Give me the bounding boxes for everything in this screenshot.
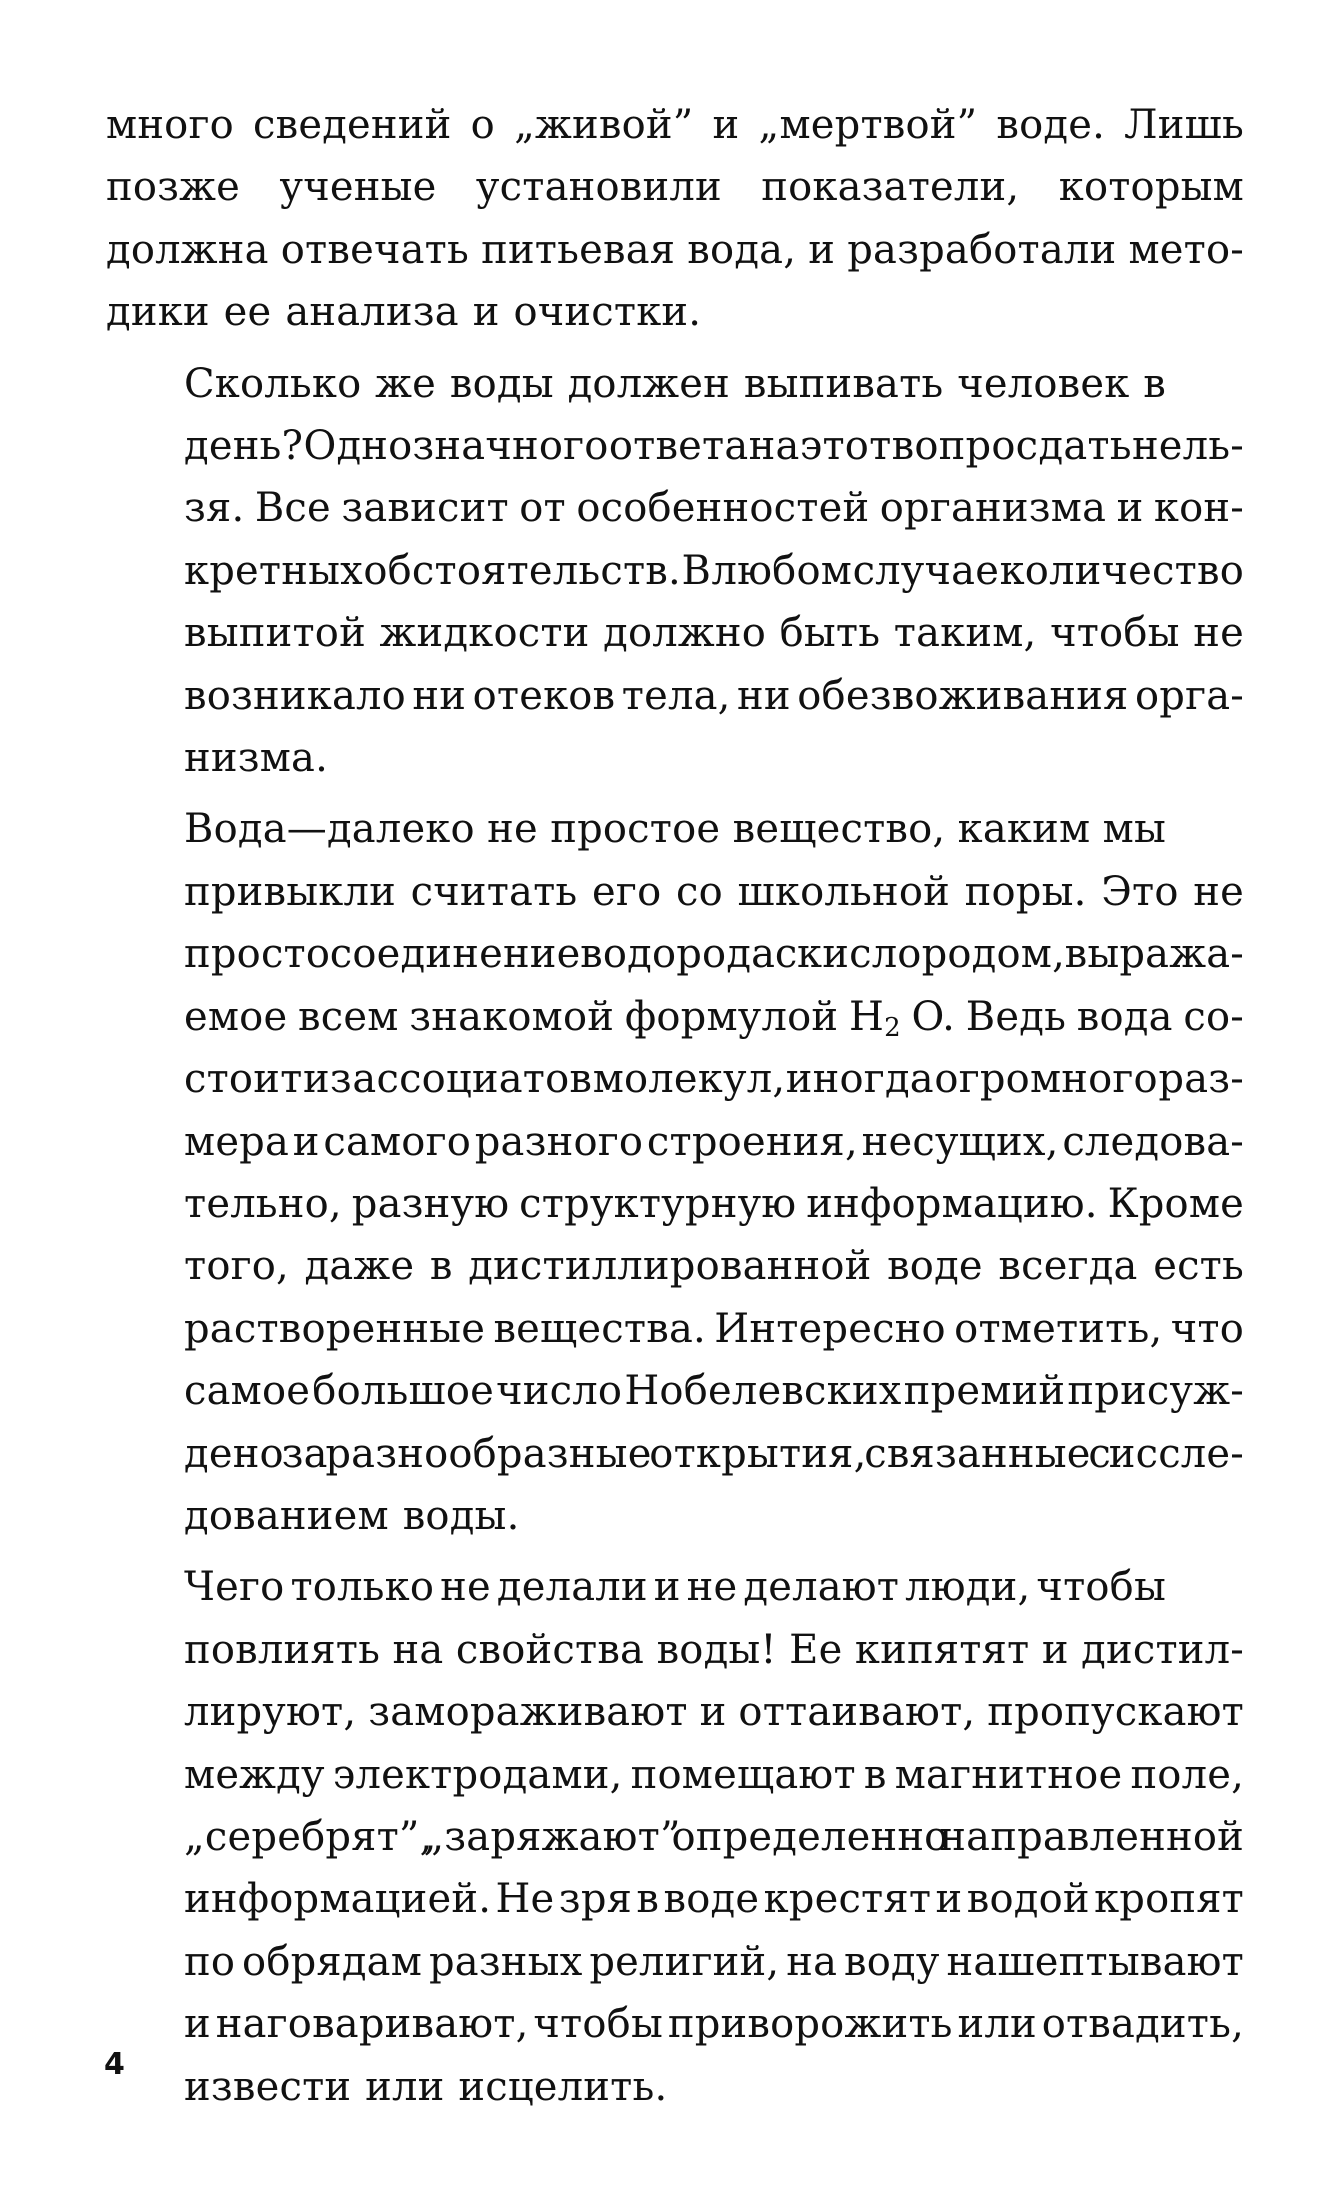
text-line: между электродами, помещают в магнитное поле, [184, 1751, 1244, 1798]
text-line: того, даже в дистиллированной воде всегда есть [184, 1243, 1244, 1290]
text-line: извести или исцелить. [184, 2063, 668, 2110]
text-line: должна отвечать питьевая вода, и разработали мето- [106, 226, 1244, 273]
text-line: Чего только не делали и не делают люди, чтобы [184, 1564, 1166, 1611]
text-line: возникало ни отеков тела, ни обезвоживания орга- [184, 672, 1244, 719]
text-line: низма. [184, 735, 329, 782]
text-line: дики ее анализа и очистки. [106, 289, 702, 336]
text-line: „серебрят”, „заряжают” определенно направленной [184, 1813, 1244, 1860]
formula-prefix: емое всем знакомой формулой H [184, 993, 885, 1040]
text-line: стоит из ассоциатов молекул, иногда огромного раз- [184, 1056, 1244, 1103]
text-line: дено за разнообразные открытия, связанные с иссле- [184, 1430, 1244, 1477]
text-line: Сколько же воды должен выпивать человек в [184, 360, 1166, 407]
text-line: привыкли считать его со школьной поры. Это не [184, 868, 1244, 915]
text-line: тельно, разную структурную информацию. Кроме [184, 1180, 1244, 1227]
formula-tail: O. Ведь вода со- [911, 993, 1244, 1040]
text-line: выпитой жидкости должно быть таким, чтобы не [184, 610, 1244, 657]
text-line: лируют, замораживают и оттаивают, пропускают [184, 1689, 1244, 1736]
text-line: самое большое число Нобелевских премий присуж- [184, 1368, 1244, 1415]
paragraph-1 [106, 94, 1244, 344]
text-line-formula [106, 986, 1244, 1048]
text-line: информацией. Не зря в воде крестят и водой кропят [184, 1876, 1244, 1923]
formula-subscript: 2 [884, 1012, 901, 1043]
paragraph-2 [106, 353, 1244, 790]
text-line: и наговаривают, чтобы приворожить или отвадить, [184, 2001, 1244, 2048]
text-line: день? Однозначного ответа на этот вопрос дать нель- [184, 423, 1244, 470]
page-number: 4 [104, 2047, 125, 2082]
text-line: кретных обстоятельств. В любом случае количество [184, 547, 1244, 594]
paragraph-4 [106, 1556, 1244, 2118]
text-line: много сведений о „живой” и „мертвой” воде. Лишь [106, 102, 1244, 148]
text-line: просто соединение водорода с кислородом, выража- [184, 931, 1244, 978]
text-line: зя. Все зависит от особенностей организма и кон- [184, 485, 1244, 532]
text-line: позже ученые установили показатели, которым [106, 164, 1244, 211]
page-body [106, 94, 1244, 2118]
text-line: Вода—далеко не простое вещество, каким мы [184, 806, 1166, 853]
text-line: растворенные вещества. Интересно отметить, что [184, 1305, 1244, 1352]
text-line: повлиять на свойства воды! Ее кипятят и дистил- [184, 1626, 1244, 1673]
paragraph-3 [106, 798, 1244, 1547]
text-line: дованием воды. [184, 1492, 520, 1539]
text-line: по обрядам разных религий, на воду нашептывают [184, 1938, 1244, 1985]
text-line: мера и самого разного строения, несущих, следова- [184, 1118, 1244, 1165]
